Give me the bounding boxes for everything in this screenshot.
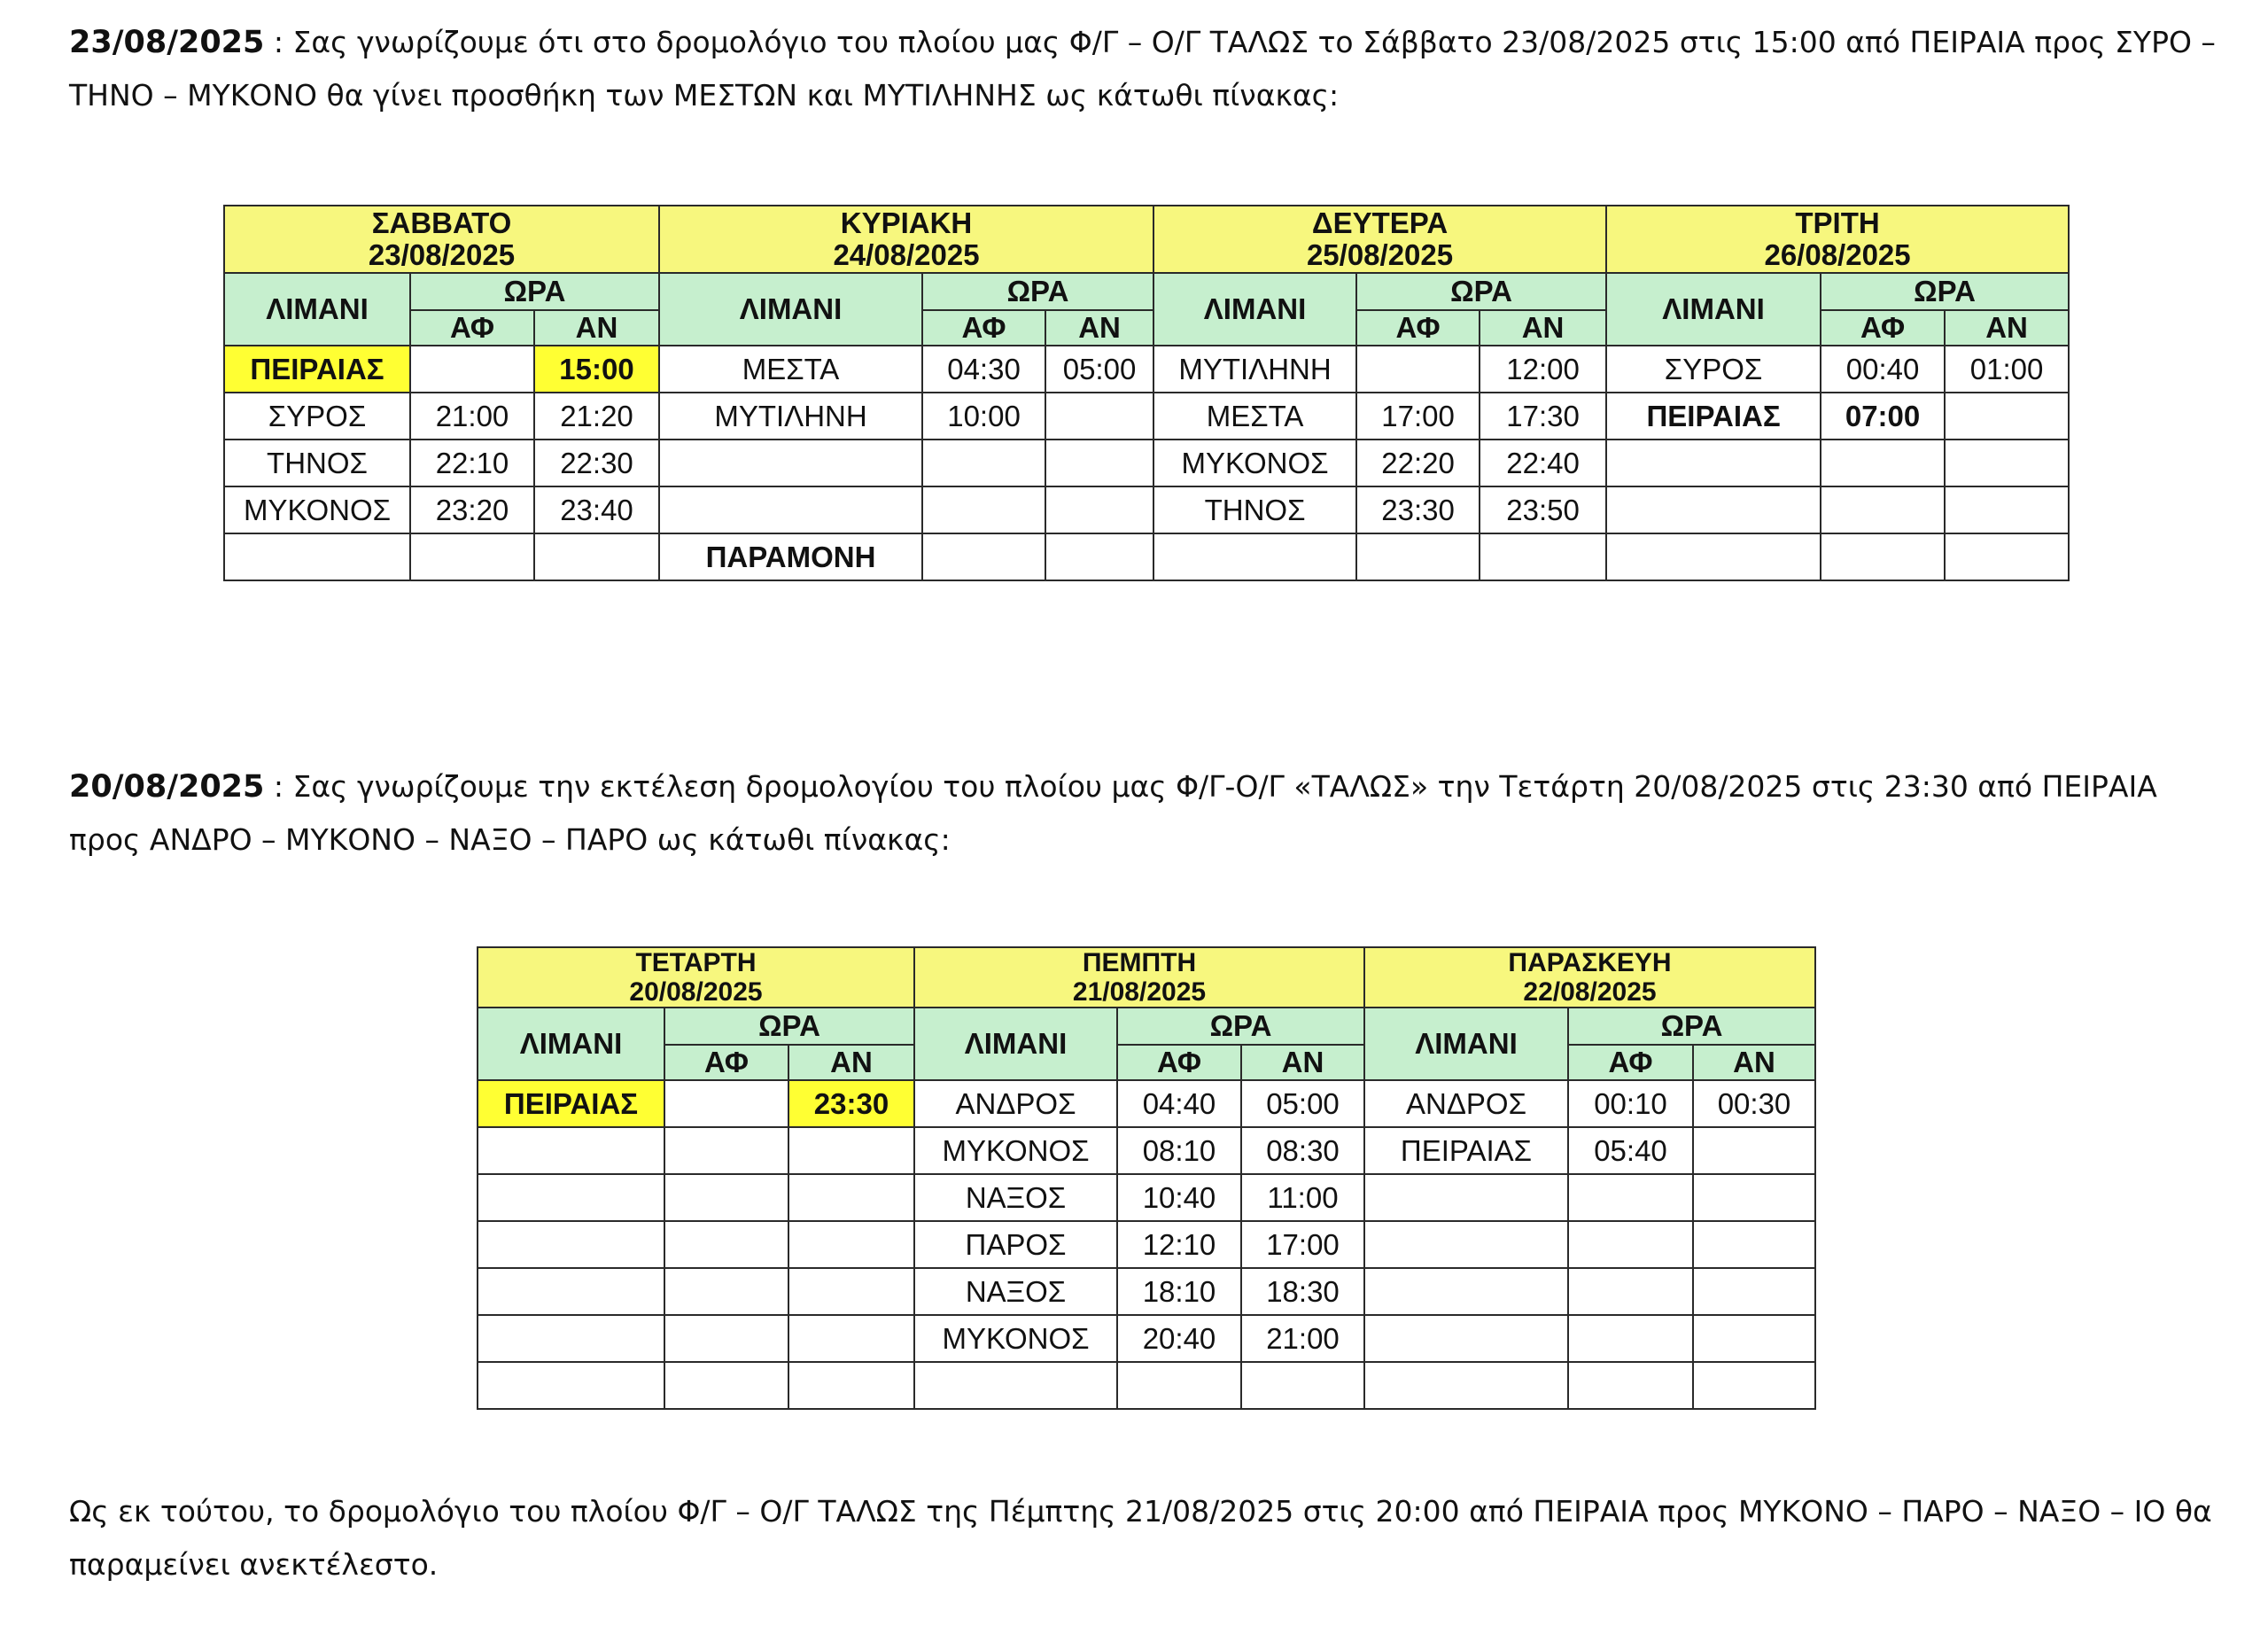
departure-cell bbox=[410, 346, 534, 393]
arrival-cell bbox=[1693, 1127, 1815, 1174]
port-cell bbox=[478, 1127, 664, 1174]
port-cell: ΜΥΚΟΝΟΣ bbox=[914, 1127, 1117, 1174]
port-cell bbox=[1606, 533, 1821, 580]
departure-column-header: ΑΦ bbox=[1117, 1045, 1241, 1080]
arrival-cell: 21:00 bbox=[1241, 1315, 1364, 1362]
table-row bbox=[478, 1080, 1815, 1127]
port-cell: ΠΕΙΡΑΙΑΣ bbox=[224, 346, 410, 393]
port-cell bbox=[659, 440, 922, 486]
port-cell: ΠΑΡΟΣ bbox=[914, 1221, 1117, 1268]
arrival-cell: 23:30 bbox=[788, 1080, 914, 1127]
departure-cell: 08:10 bbox=[1117, 1127, 1241, 1174]
departure-cell: 22:20 bbox=[1356, 440, 1480, 486]
arrival-cell bbox=[1693, 1174, 1815, 1221]
port-cell: ΜΥΤΙΛΗΝΗ bbox=[659, 393, 922, 440]
port-cell bbox=[659, 486, 922, 533]
arrival-cell bbox=[788, 1268, 914, 1315]
arrival-cell: 15:00 bbox=[534, 346, 659, 393]
departure-cell bbox=[664, 1174, 788, 1221]
departure-cell: 22:10 bbox=[410, 440, 534, 486]
port-cell bbox=[1364, 1362, 1568, 1409]
departure-cell: 04:40 bbox=[1117, 1080, 1241, 1127]
port-cell bbox=[1364, 1221, 1568, 1268]
day-header: ΤΕΤΑΡΤΗ 20/08/2025 bbox=[478, 947, 914, 1008]
port-cell bbox=[1364, 1268, 1568, 1315]
departure-cell bbox=[664, 1080, 788, 1127]
arrival-cell bbox=[788, 1221, 914, 1268]
table-row bbox=[478, 1315, 1815, 1362]
table-row bbox=[224, 393, 2069, 440]
arrival-cell bbox=[1693, 1362, 1815, 1409]
port-cell: ΝΑΞΟΣ bbox=[914, 1268, 1117, 1315]
arrival-cell: 17:00 bbox=[1241, 1221, 1364, 1268]
arrival-cell bbox=[1045, 533, 1153, 580]
notice-paragraph-2 bbox=[69, 760, 2231, 867]
departure-cell bbox=[1821, 440, 1945, 486]
departure-cell bbox=[664, 1362, 788, 1409]
port-cell: ΑΝΔΡΟΣ bbox=[914, 1080, 1117, 1127]
port-cell: ΑΝΔΡΟΣ bbox=[1364, 1080, 1568, 1127]
port-cell bbox=[478, 1268, 664, 1315]
port-cell bbox=[1364, 1174, 1568, 1221]
departure-cell bbox=[1568, 1174, 1693, 1221]
departure-cell: 23:30 bbox=[1356, 486, 1480, 533]
table-row bbox=[478, 1174, 1815, 1221]
arrival-cell bbox=[1693, 1315, 1815, 1362]
port-cell bbox=[1606, 486, 1821, 533]
schedule-table-2 bbox=[477, 946, 1816, 1410]
port-cell: ΜΥΚΟΝΟΣ bbox=[914, 1315, 1117, 1362]
arrival-cell: 23:40 bbox=[534, 486, 659, 533]
departure-cell: 10:40 bbox=[1117, 1174, 1241, 1221]
departure-cell bbox=[1821, 486, 1945, 533]
port-cell bbox=[1153, 533, 1356, 580]
arrival-cell: 05:00 bbox=[1241, 1080, 1364, 1127]
port-cell bbox=[478, 1221, 664, 1268]
departure-cell bbox=[664, 1315, 788, 1362]
port-cell bbox=[1364, 1315, 1568, 1362]
time-column-header: ΩΡΑ bbox=[1117, 1008, 1364, 1045]
arrival-cell bbox=[788, 1127, 914, 1174]
table-row bbox=[478, 1362, 1815, 1409]
arrival-cell: 18:30 bbox=[1241, 1268, 1364, 1315]
port-column-header: ΛΙΜΑΝΙ bbox=[659, 273, 922, 346]
arrival-cell bbox=[1045, 393, 1153, 440]
notice-date-1: 23/08/2025 bbox=[69, 25, 265, 60]
arrival-cell bbox=[1045, 440, 1153, 486]
day-header: ΤΡΙΤΗ 26/08/2025 bbox=[1606, 206, 2069, 273]
arrival-cell: 05:00 bbox=[1045, 346, 1153, 393]
arrival-cell bbox=[788, 1315, 914, 1362]
departure-column-header: ΑΦ bbox=[410, 310, 534, 346]
port-column-header: ΛΙΜΑΝΙ bbox=[1153, 273, 1356, 346]
arrival-cell: 00:30 bbox=[1693, 1080, 1815, 1127]
port-cell bbox=[478, 1315, 664, 1362]
port-cell: ΝΑΞΟΣ bbox=[914, 1174, 1117, 1221]
notice-paragraph-3 bbox=[69, 1485, 2231, 1591]
departure-column-header: ΑΦ bbox=[1821, 310, 1945, 346]
notice-text-2: : Σας γνωρίζουμε την εκτέλεση δρομολογίου του πλοίου μας Φ/Γ-Ο/Γ «ΤΑΛΩΣ» την Τετάρτη 20/08/2025 στις 23:30 από ΠΕΙΡΑΙΑ προς ΑΝΔΡΟ – ΜΥΚΟΝΟ – ΝΑΞΟ – ΠΑΡΟ ως κάτωθι πίνακας: bbox=[69, 769, 2157, 857]
arrival-cell: 01:00 bbox=[1945, 346, 2069, 393]
arrival-cell bbox=[1945, 393, 2069, 440]
arrival-cell bbox=[1241, 1362, 1364, 1409]
table-row bbox=[478, 1268, 1815, 1315]
table-row bbox=[478, 1221, 1815, 1268]
arrival-column-header: ΑΝ bbox=[788, 1045, 914, 1080]
departure-cell bbox=[664, 1127, 788, 1174]
departure-cell: 05:40 bbox=[1568, 1127, 1693, 1174]
port-column-header: ΛΙΜΑΝΙ bbox=[478, 1008, 664, 1080]
departure-cell bbox=[922, 440, 1045, 486]
departure-cell bbox=[1117, 1362, 1241, 1409]
departure-cell: 23:20 bbox=[410, 486, 534, 533]
departure-cell: 20:40 bbox=[1117, 1315, 1241, 1362]
arrival-cell bbox=[1480, 533, 1606, 580]
departure-cell bbox=[1568, 1315, 1693, 1362]
time-column-header: ΩΡΑ bbox=[410, 273, 659, 310]
port-cell: ΣΥΡΟΣ bbox=[224, 393, 410, 440]
departure-cell bbox=[410, 533, 534, 580]
port-cell: ΜΥΚΟΝΟΣ bbox=[1153, 440, 1356, 486]
port-cell bbox=[224, 533, 410, 580]
port-cell bbox=[914, 1362, 1117, 1409]
arrival-cell bbox=[1693, 1221, 1815, 1268]
departure-cell: 00:10 bbox=[1568, 1080, 1693, 1127]
time-column-header: ΩΡΑ bbox=[664, 1008, 914, 1045]
departure-cell bbox=[1356, 346, 1480, 393]
departure-cell bbox=[1821, 533, 1945, 580]
port-cell: ΜΕΣΤΑ bbox=[1153, 393, 1356, 440]
arrival-cell bbox=[1945, 533, 2069, 580]
notice-paragraph-1 bbox=[69, 16, 2231, 122]
port-cell: ΜΥΤΙΛΗΝΗ bbox=[1153, 346, 1356, 393]
port-cell: ΠΕΙΡΑΙΑΣ bbox=[478, 1080, 664, 1127]
day-header: ΠΕΜΠΤΗ 21/08/2025 bbox=[914, 947, 1364, 1008]
table-row bbox=[224, 533, 2069, 580]
departure-cell bbox=[1568, 1221, 1693, 1268]
departure-column-header: ΑΦ bbox=[922, 310, 1045, 346]
port-cell: ΜΕΣΤΑ bbox=[659, 346, 922, 393]
departure-cell: 04:30 bbox=[922, 346, 1045, 393]
arrival-column-header: ΑΝ bbox=[1945, 310, 2069, 346]
time-column-header: ΩΡΑ bbox=[922, 273, 1153, 310]
port-column-header: ΛΙΜΑΝΙ bbox=[1606, 273, 1821, 346]
departure-cell bbox=[664, 1268, 788, 1315]
departure-cell bbox=[664, 1221, 788, 1268]
port-cell: ΤΗΝΟΣ bbox=[224, 440, 410, 486]
day-header: ΣΑΒΒΑΤΟ 23/08/2025 bbox=[224, 206, 659, 273]
arrival-cell: 08:30 bbox=[1241, 1127, 1364, 1174]
arrival-cell bbox=[1945, 486, 2069, 533]
departure-cell: 21:00 bbox=[410, 393, 534, 440]
time-column-header: ΩΡΑ bbox=[1356, 273, 1606, 310]
port-column-header: ΛΙΜΑΝΙ bbox=[224, 273, 410, 346]
departure-cell bbox=[1568, 1268, 1693, 1315]
port-cell: ΠΕΙΡΑΙΑΣ bbox=[1364, 1127, 1568, 1174]
arrival-cell: 12:00 bbox=[1480, 346, 1606, 393]
departure-cell: 12:10 bbox=[1117, 1221, 1241, 1268]
port-column-header: ΛΙΜΑΝΙ bbox=[1364, 1008, 1568, 1080]
arrival-cell: 22:30 bbox=[534, 440, 659, 486]
notice-text-3: Ως εκ τούτου, το δρομολόγιο του πλοίου Φ/Γ – Ο/Γ ΤΑΛΩΣ της Πέμπτης 21/08/2025 στις 20:00 από ΠΕΙΡΑΙΑ προς ΜΥΚΟΝΟ – ΠΑΡΟ – ΝΑΞΟ – ΙΟ θα παραμείνει ανεκτέλεστο. bbox=[69, 1494, 2212, 1582]
departure-cell bbox=[1356, 533, 1480, 580]
arrival-cell bbox=[1693, 1268, 1815, 1315]
departure-cell: 18:10 bbox=[1117, 1268, 1241, 1315]
table-row bbox=[224, 486, 2069, 533]
arrival-cell bbox=[788, 1174, 914, 1221]
port-cell: ΜΥΚΟΝΟΣ bbox=[224, 486, 410, 533]
arrival-cell bbox=[1945, 440, 2069, 486]
port-column-header: ΛΙΜΑΝΙ bbox=[914, 1008, 1117, 1080]
departure-cell bbox=[922, 533, 1045, 580]
schedule-table-1 bbox=[223, 205, 2070, 581]
port-cell: ΠΑΡΑΜΟΝΗ bbox=[659, 533, 922, 580]
port-cell: ΠΕΙΡΑΙΑΣ bbox=[1606, 393, 1821, 440]
day-header: ΚΥΡΙΑΚΗ 24/08/2025 bbox=[659, 206, 1153, 273]
table-row bbox=[478, 1127, 1815, 1174]
table-row bbox=[224, 440, 2069, 486]
arrival-column-header: ΑΝ bbox=[1693, 1045, 1815, 1080]
day-header: ΔΕΥΤΕΡΑ 25/08/2025 bbox=[1153, 206, 1606, 273]
departure-column-header: ΑΦ bbox=[1356, 310, 1480, 346]
arrival-column-header: ΑΝ bbox=[1045, 310, 1153, 346]
arrival-column-header: ΑΝ bbox=[534, 310, 659, 346]
arrival-cell bbox=[1045, 486, 1153, 533]
departure-cell: 10:00 bbox=[922, 393, 1045, 440]
arrival-column-header: ΑΝ bbox=[1480, 310, 1606, 346]
departure-cell: 17:00 bbox=[1356, 393, 1480, 440]
notice-text-1: : Σας γνωρίζουμε ότι στο δρομολόγιο του πλοίου μας Φ/Γ – Ο/Γ ΤΑΛΩΣ το Σάββατο 23/08/2025 στις 15:00 από ΠΕΙΡΑΙΑ προς ΣΥΡΟ – ΤΗΝΟ – ΜΥΚΟΝΟ θα γίνει προσθήκη των ΜΕΣΤΩΝ και ΜΥΤΙΛΗΝΗΣ ως κάτωθι πίνακας: bbox=[69, 25, 2216, 113]
departure-cell bbox=[1568, 1362, 1693, 1409]
port-cell bbox=[478, 1362, 664, 1409]
notice-date-2: 20/08/2025 bbox=[69, 769, 265, 805]
port-cell: ΤΗΝΟΣ bbox=[1153, 486, 1356, 533]
departure-cell bbox=[922, 486, 1045, 533]
port-cell bbox=[478, 1174, 664, 1221]
arrival-cell: 21:20 bbox=[534, 393, 659, 440]
time-column-header: ΩΡΑ bbox=[1568, 1008, 1815, 1045]
table-row bbox=[224, 346, 2069, 393]
departure-column-header: ΑΦ bbox=[664, 1045, 788, 1080]
arrival-column-header: ΑΝ bbox=[1241, 1045, 1364, 1080]
port-cell: ΣΥΡΟΣ bbox=[1606, 346, 1821, 393]
arrival-cell: 23:50 bbox=[1480, 486, 1606, 533]
departure-cell: 07:00 bbox=[1821, 393, 1945, 440]
time-column-header: ΩΡΑ bbox=[1821, 273, 2069, 310]
arrival-cell bbox=[788, 1362, 914, 1409]
departure-cell: 00:40 bbox=[1821, 346, 1945, 393]
day-header: ΠΑΡΑΣΚΕΥΗ 22/08/2025 bbox=[1364, 947, 1815, 1008]
arrival-cell bbox=[534, 533, 659, 580]
arrival-cell: 17:30 bbox=[1480, 393, 1606, 440]
departure-column-header: ΑΦ bbox=[1568, 1045, 1693, 1080]
arrival-cell: 11:00 bbox=[1241, 1174, 1364, 1221]
arrival-cell: 22:40 bbox=[1480, 440, 1606, 486]
port-cell bbox=[1606, 440, 1821, 486]
